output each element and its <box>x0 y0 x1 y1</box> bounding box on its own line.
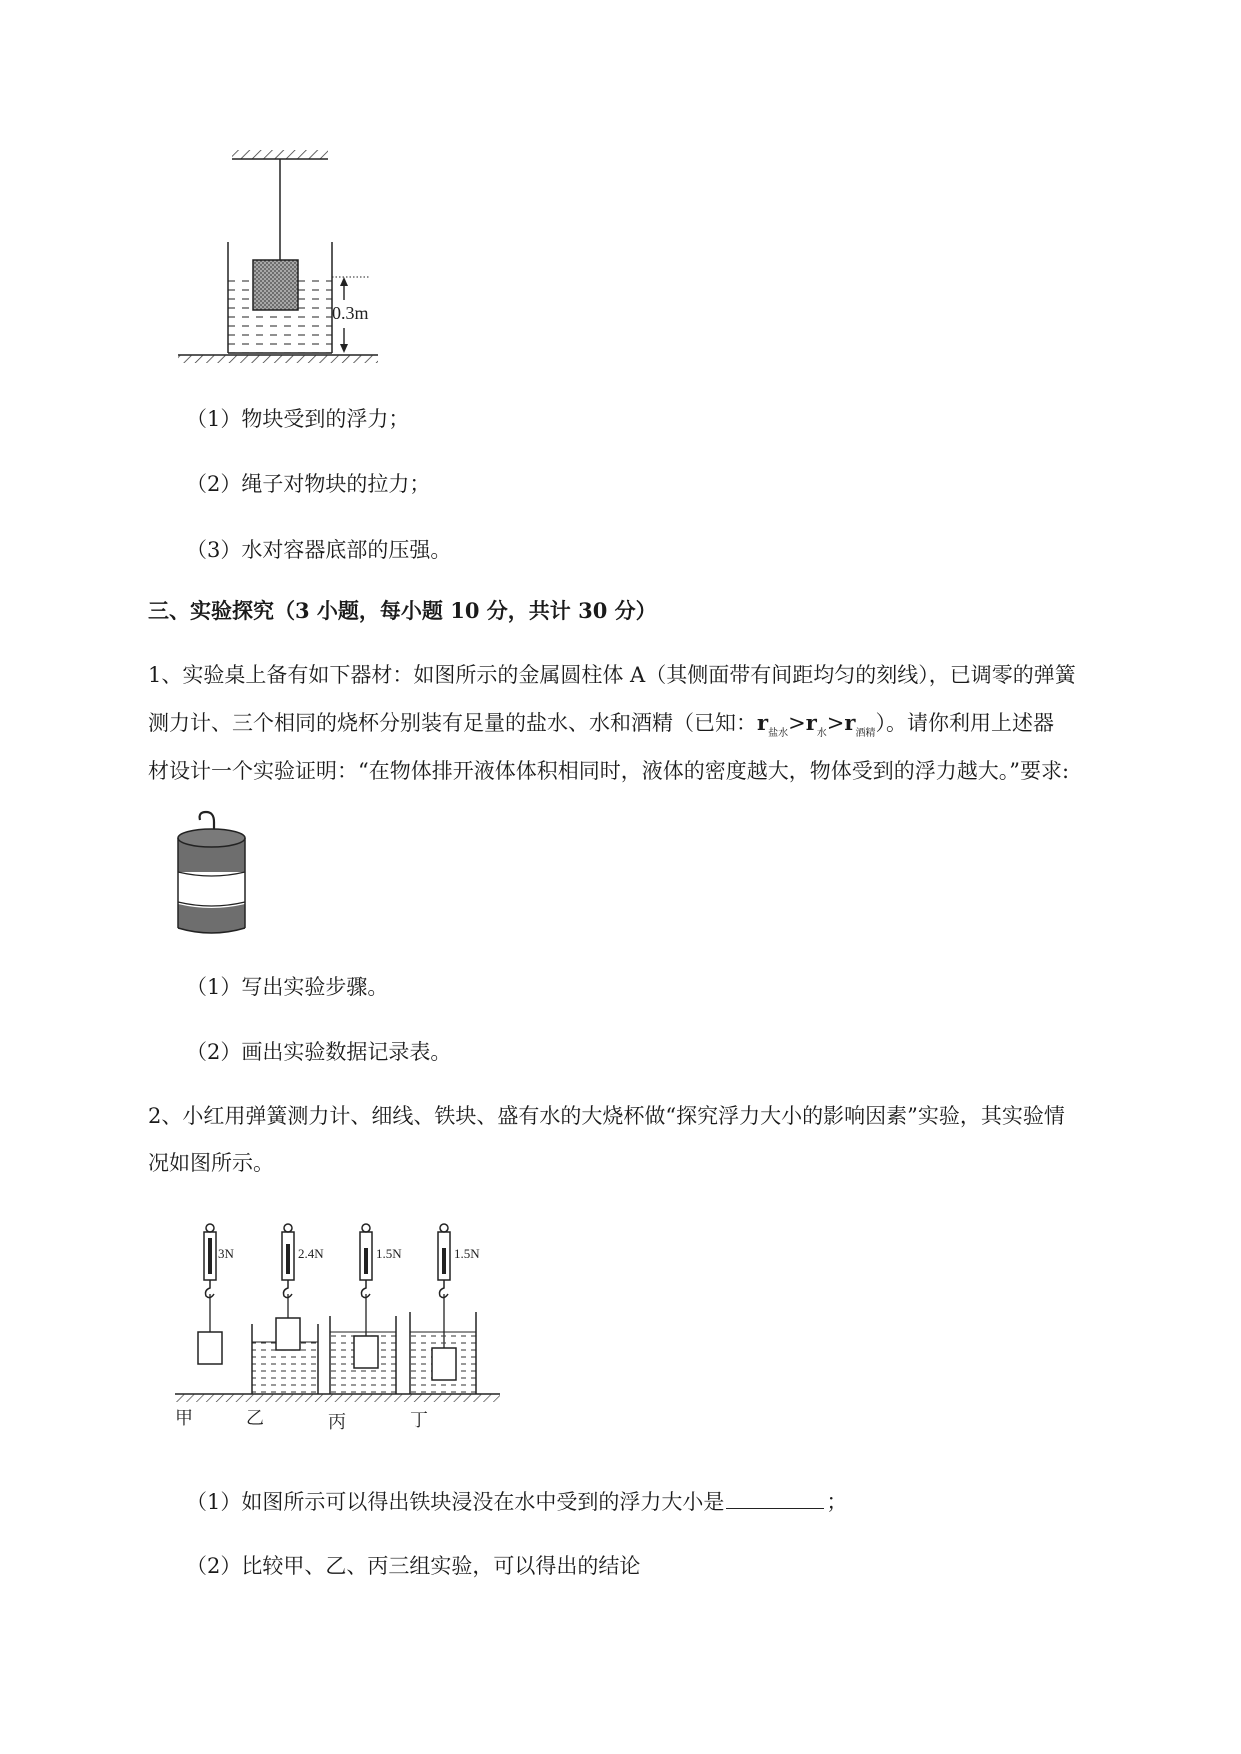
prev-item-1: （1）物块受到的浮力； <box>186 407 410 431</box>
q1-line-1: 1、实验桌上备有如下器材：如图所示的金属圆柱体 A（其侧面带有间距均匀的刻线），已调零的弹簧 <box>148 663 1076 687</box>
q2-line-2: 况如图所示。 <box>148 1151 274 1175</box>
q1-line-2 <box>148 708 1054 743</box>
q2-item-2: （2）比较甲、乙、丙三组实验，可以得出的结论 <box>186 1554 641 1578</box>
figure-hanging-block <box>170 150 430 365</box>
label-ding: 丁 <box>410 1410 428 1431</box>
prev-item-2: （2）绳子对物块的拉力； <box>186 472 431 496</box>
label-yi: 乙 <box>246 1408 264 1429</box>
section-heading: 三、实验探究（3 小题，每小题 10 分，共计 30 分） <box>148 598 657 623</box>
block <box>253 260 298 310</box>
q1-line-2-text: 测力计、三个相同的烧杯分别装有足量的盐水、水和酒精（已知： <box>148 711 757 735</box>
reading-yi: 2.4N <box>298 1246 324 1261</box>
q1-item-2: （2）画出实验数据记录表。 <box>186 1040 452 1064</box>
sub-alcohol: 酒精 <box>855 728 876 739</box>
q1-item-1: （1）写出实验步骤。 <box>186 975 389 999</box>
q2-item-1 <box>186 1486 847 1517</box>
rho-symbol: r <box>757 710 769 735</box>
q2-item-1-end: ； <box>826 1490 848 1514</box>
gt-sign: > <box>788 711 806 735</box>
rho-symbol: r <box>844 710 856 735</box>
answer-blank[interactable] <box>726 1486 824 1509</box>
reading-bing: 1.5N <box>376 1246 402 1261</box>
q2-line-1: 2、小红用弹簧测力计、细线、铁块、盛有水的大烧杯做“探究浮力大小的影响因素”实验，其实验情 <box>148 1104 1065 1128</box>
q1-line-2-end: ）。请你利用上述器 <box>875 711 1054 735</box>
label-jia: 甲 <box>175 1408 193 1429</box>
prev-item-3: （3）水对容器底部的压强。 <box>186 538 452 562</box>
gt-sign: > <box>826 711 845 735</box>
figure-spring-scales <box>170 1220 530 1450</box>
rho-symbol: r <box>805 710 817 735</box>
ceiling-hatch <box>232 150 328 159</box>
depth-label: 0.3m <box>332 303 369 323</box>
q1-line-3: 材设计一个实验证明：“在物体排开液体体积相同时，液体的密度越大，物体受到的浮力越大。”要求: <box>148 759 1070 783</box>
reading-jia: 3N <box>218 1246 234 1261</box>
sub-saltwater: 盐水 <box>768 728 789 739</box>
figure-cylinder <box>170 800 260 940</box>
label-bing: 丙 <box>328 1412 346 1433</box>
scale-jia <box>198 1224 222 1364</box>
reading-ding: 1.5N <box>454 1246 480 1261</box>
q2-item-1-text: （1）如图所示可以得出铁块浸没在水中受到的浮力大小是 <box>186 1490 725 1514</box>
ground-hatch <box>178 355 378 363</box>
sub-water: 水 <box>816 728 827 739</box>
